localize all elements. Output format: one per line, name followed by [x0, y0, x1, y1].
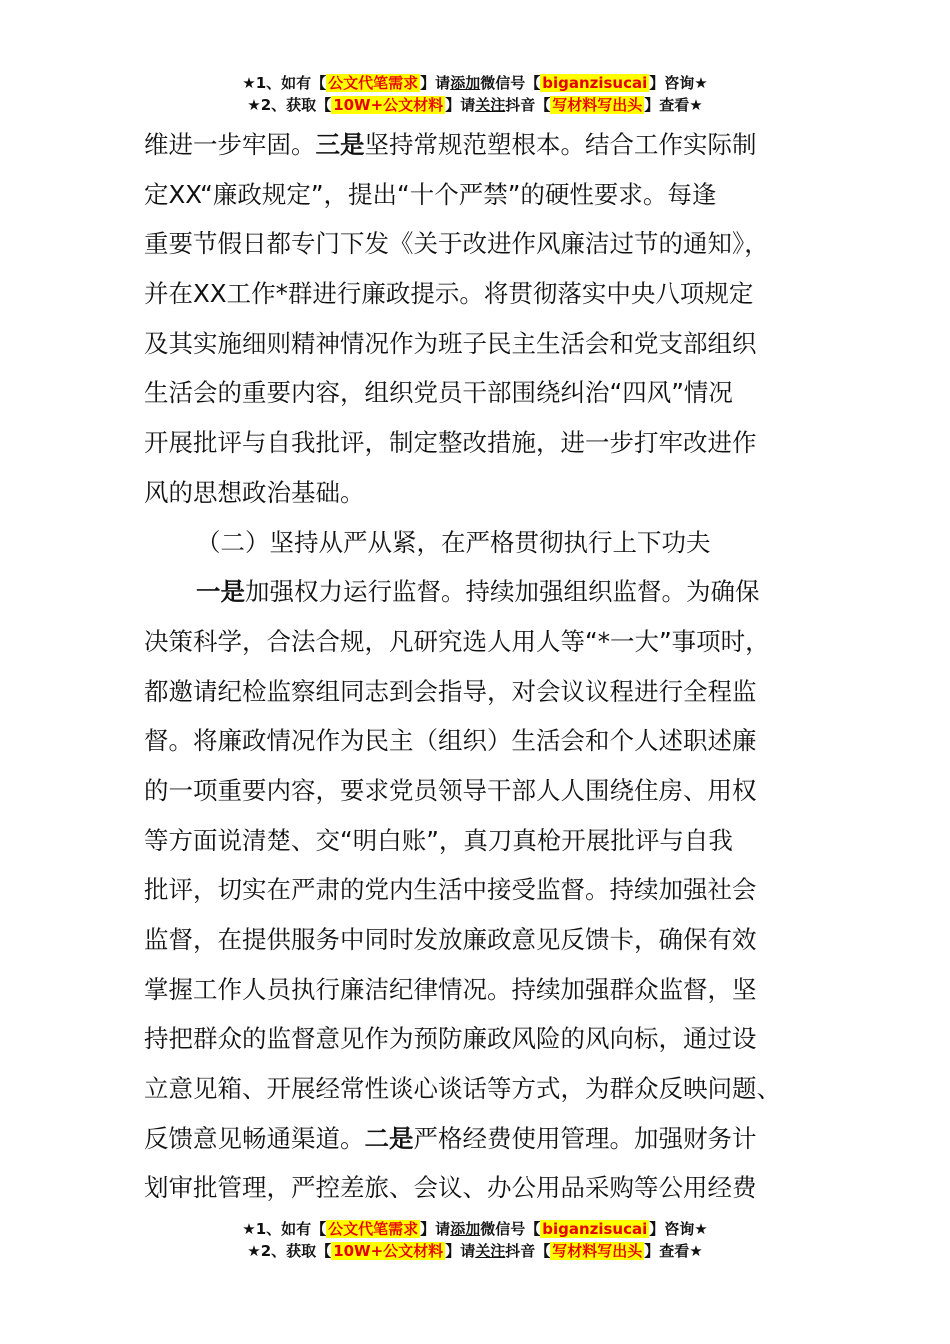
section-heading: （二）坚持从严从紧，在严格贯彻执行上下功夫 [196, 527, 711, 557]
highlight-douyin-account: 写材料写出头 [552, 1242, 643, 1260]
highlight-wechat-id: biganzisucai [542, 74, 648, 92]
banner-text: 】请 [445, 96, 476, 114]
banner-text: ★2、获取【 [247, 96, 332, 114]
body-line: 定XX“廉政规定”，提出“十个严禁”的硬性要求。每逢 [144, 179, 717, 209]
body-line: 决策科学，合法合规，凡研究选人用人等“*一大”事项时， [144, 626, 770, 656]
body-line: 都邀请纪检监察组同志到会指导，对会议议程进行全程监 [144, 676, 757, 706]
body-line: 开展批评与自我批评，制定整改措施，进一步打牢改进作 [144, 428, 757, 458]
banner-text: ★2、获取【 [247, 1242, 332, 1260]
highlight-service: 公文代笔需求 [328, 74, 419, 92]
bold-run: 一是 [196, 577, 245, 607]
banner-text: 】请 [445, 1242, 476, 1260]
banner-text: ★1、如有【 [242, 1220, 327, 1238]
body-line: 及其实施细则精神情况作为班子民主生活会和党支部组织 [144, 328, 757, 358]
text-run: 反馈意见畅通渠道。 [144, 1123, 365, 1153]
footer-banner [0, 1218, 950, 1262]
banner-text-underlined: 添加 [450, 1220, 481, 1238]
text-run: 严格经费使用管理。加强财务计 [413, 1123, 757, 1153]
banner-text: 抖音【 [505, 96, 551, 114]
banner-text: 】请 [420, 74, 451, 92]
text-run: 维进一步牢固。 [144, 130, 316, 159]
banner-text: 】查看★ [644, 96, 703, 114]
banner-line-1 [0, 1218, 950, 1240]
highlight-douyin-account: 写材料写出头 [552, 96, 643, 114]
banner-text-underlined: 关注 [475, 1242, 506, 1260]
banner-text: 】咨询★ [649, 1220, 708, 1238]
document-body [144, 120, 824, 1213]
body-line [144, 120, 824, 170]
highlight-wechat-id: biganzisucai [542, 1220, 648, 1238]
banner-text: 】咨询★ [649, 74, 708, 92]
body-line: 立意见箱、开展经常性谈心谈话等方式，为群众反映问题、 [144, 1074, 781, 1104]
body-line: 批评，切实在严肃的党内生活中接受监督。持续加强社会 [144, 875, 757, 905]
body-line: 重要节假日都专门下发《关于改进作风廉洁过节的通知》， [144, 229, 769, 259]
banner-text: 】请 [420, 1220, 451, 1238]
banner-text: 】查看★ [644, 1242, 703, 1260]
body-line: 监督，在提供服务中同时发放廉政意见反馈卡，确保有效 [144, 925, 757, 954]
text-run: 加强权力运行监督。持续加强组织监督。为确保 [245, 577, 760, 607]
bold-run: 三是 [315, 130, 365, 159]
body-line: 风的思想政治基础。 [144, 477, 365, 507]
header-banner [0, 72, 950, 116]
body-line [144, 567, 824, 617]
banner-text: ★1、如有【 [242, 74, 327, 92]
banner-text: 微信号【 [480, 1220, 541, 1238]
banner-line-2 [0, 94, 950, 116]
banner-line-1 [0, 72, 950, 94]
highlight-materials: 10W+公文材料 [333, 96, 444, 114]
body-line: 划审批管理，严控差旅、会议、办公用品采购等公用经费 [144, 1173, 757, 1203]
body-line: 并在XX工作*群进行廉政提示。将贯彻落实中央八项规定 [144, 279, 754, 309]
body-line: 的一项重要内容，要求党员领导干部人人围绕住房、用权 [144, 775, 757, 805]
banner-text: 抖音【 [505, 1242, 551, 1260]
bold-run: 二是 [364, 1123, 414, 1153]
highlight-materials: 10W+公文材料 [333, 1242, 444, 1260]
body-line [144, 1114, 824, 1164]
body-line: 等方面说清楚、交“明白账”，真刀真枪开展批评与自我 [144, 825, 733, 855]
banner-text-underlined: 添加 [450, 74, 481, 92]
highlight-service: 公文代笔需求 [328, 1220, 419, 1238]
body-line: 持把群众的监督意见作为预防廉政风险的风向标，通过设 [144, 1024, 757, 1054]
text-run: 坚持常规范塑根本。结合工作实际制 [364, 130, 757, 159]
banner-text-underlined: 关注 [475, 96, 506, 114]
body-line: 生活会的重要内容，组织党员干部围绕纠治“四风”情况 [144, 378, 733, 408]
body-line: 掌握工作人员执行廉洁纪律情况。持续加强群众监督，坚 [144, 974, 757, 1004]
banner-line-2 [0, 1240, 950, 1262]
body-line: 督。将廉政情况作为民主（组织）生活会和个人述职述廉 [144, 726, 757, 756]
banner-text: 微信号【 [480, 74, 541, 92]
